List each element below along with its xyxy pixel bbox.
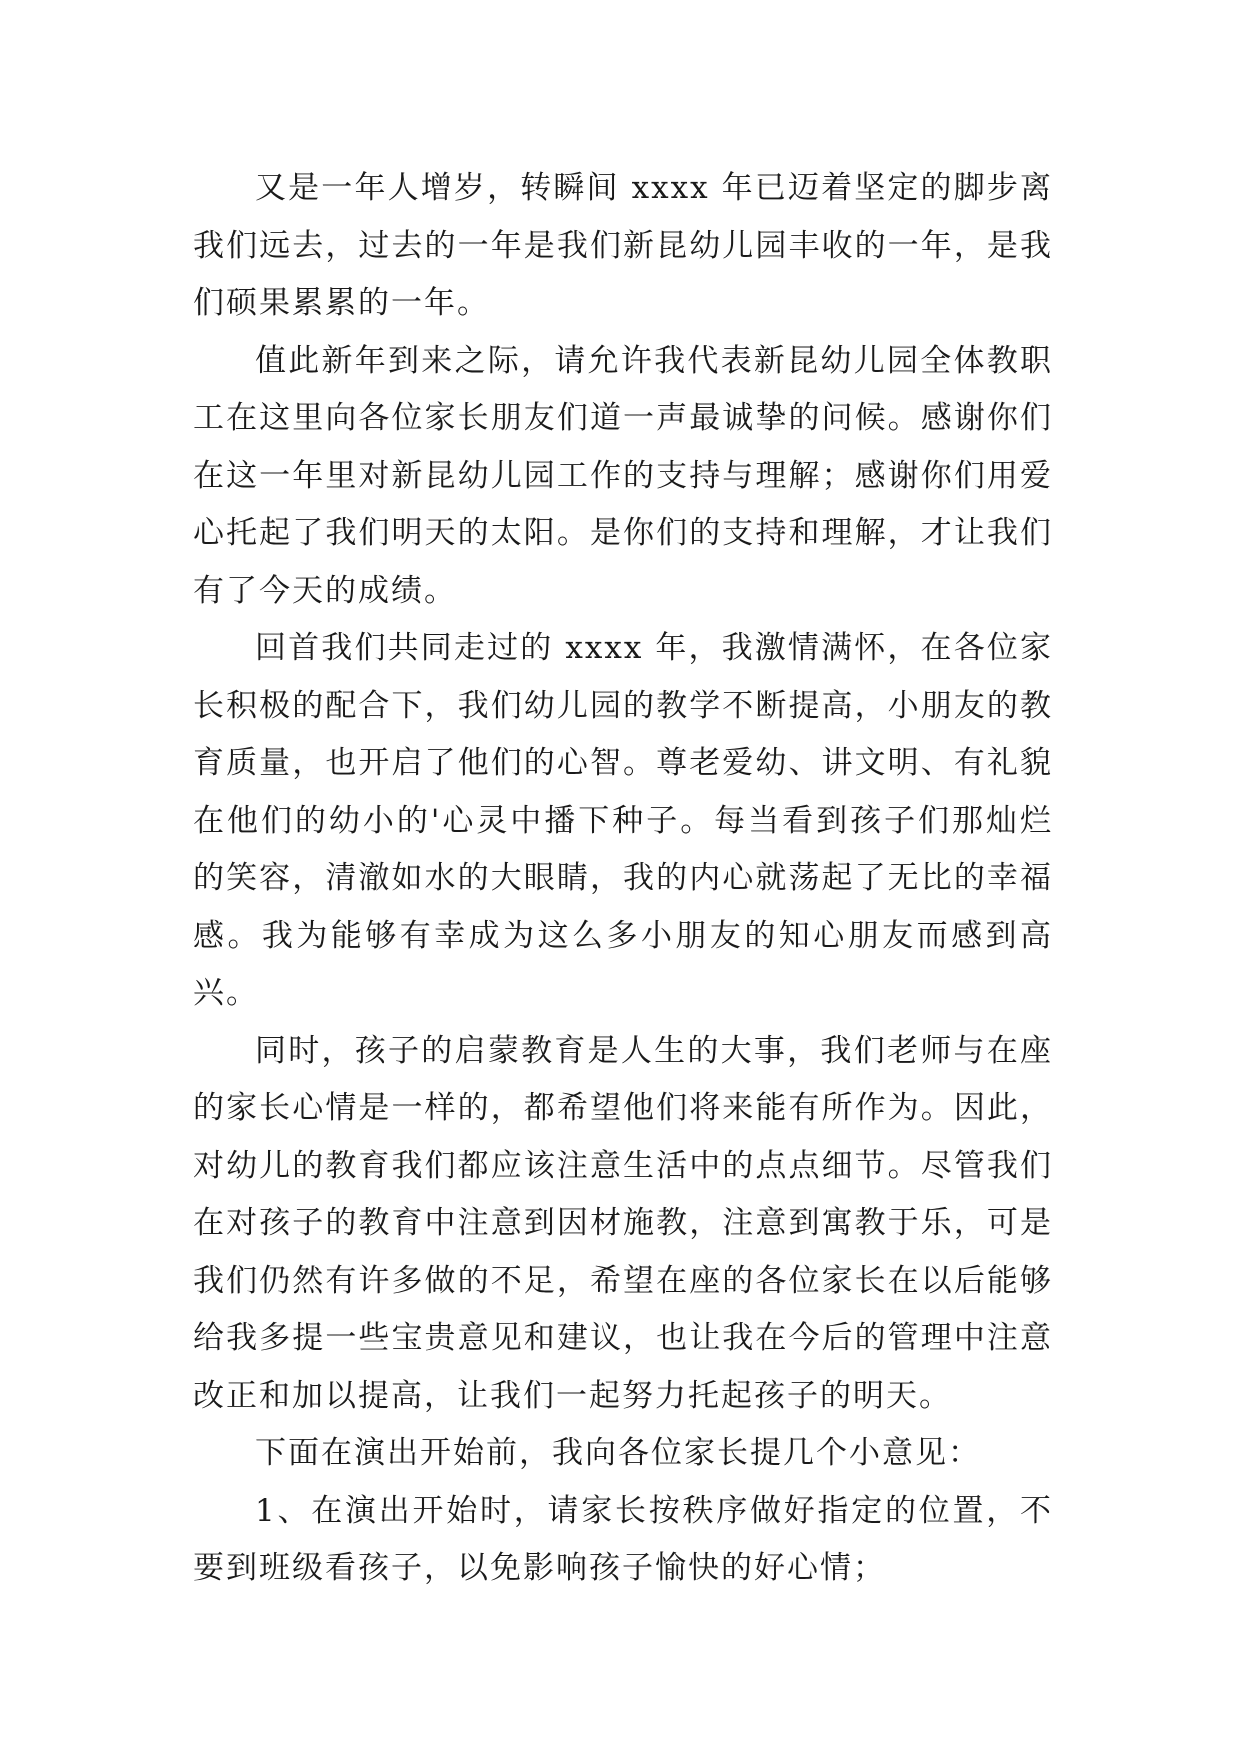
paragraph-new-year-intro: 又是一年人增岁，转瞬间 xxxx 年已迈着坚定的脚步离我们远去，过去的一年是我们新昆幼儿园丰收的一年，是我们硕果累累的一年。	[193, 170, 1053, 321]
paragraph-education-requests: 同时，孩子的启蒙教育是人生的大事，我们老师与在座的家长心情是一样的，都希望他们将来能有所作为。因此，对幼儿的教育我们都应该注意生活中的点点细节。尽管我们在对孩子的教育中注意到因材施教，注意到寓教于乐，可是我们仍然有许多做的不足，希望在座的各位家长在以后能够给我多提一些宝贵意见和建议，也让我在今后的管理中注意改正和加以提高，让我们一起努力托起孩子的明天。	[193, 1032, 1053, 1414]
paragraph-year-review: 回首我们共同走过的 xxxx 年，我激情满怀，在各位家长积极的配合下，我们幼儿园的教学不断提高，小朋友的教育质量，也开启了他们的心智。尊老爱幼、讲文明、有礼貌在他们的幼小的'心灵中播下种子。每当看到孩子们那灿烂的笑容，清澈如水的大眼睛，我的内心就荡起了无比的幸福感。我为能够有幸成为这么多小朋友的知心朋友而感到高兴。	[193, 630, 1053, 1011]
document-body	[193, 160, 1053, 1598]
paragraph-item-1: 1、在演出开始时，请家长按秩序做好指定的位置，不要到班级看孩子，以免影响孩子愉快的好心情；	[193, 1492, 1053, 1586]
paragraph-greetings-thanks: 值此新年到来之际，请允许我代表新昆幼儿园全体教职工在这里向各位家长朋友们道一声最诚挚的问候。感谢你们在这一年里对新昆幼儿园工作的支持与理解；感谢你们用爱心托起了我们明天的太阳。是你们的支持和理解，才让我们有了今天的成绩。	[193, 342, 1053, 609]
paragraph-performance-notice: 下面在演出开始前，我向各位家长提几个小意见：	[255, 1435, 981, 1471]
